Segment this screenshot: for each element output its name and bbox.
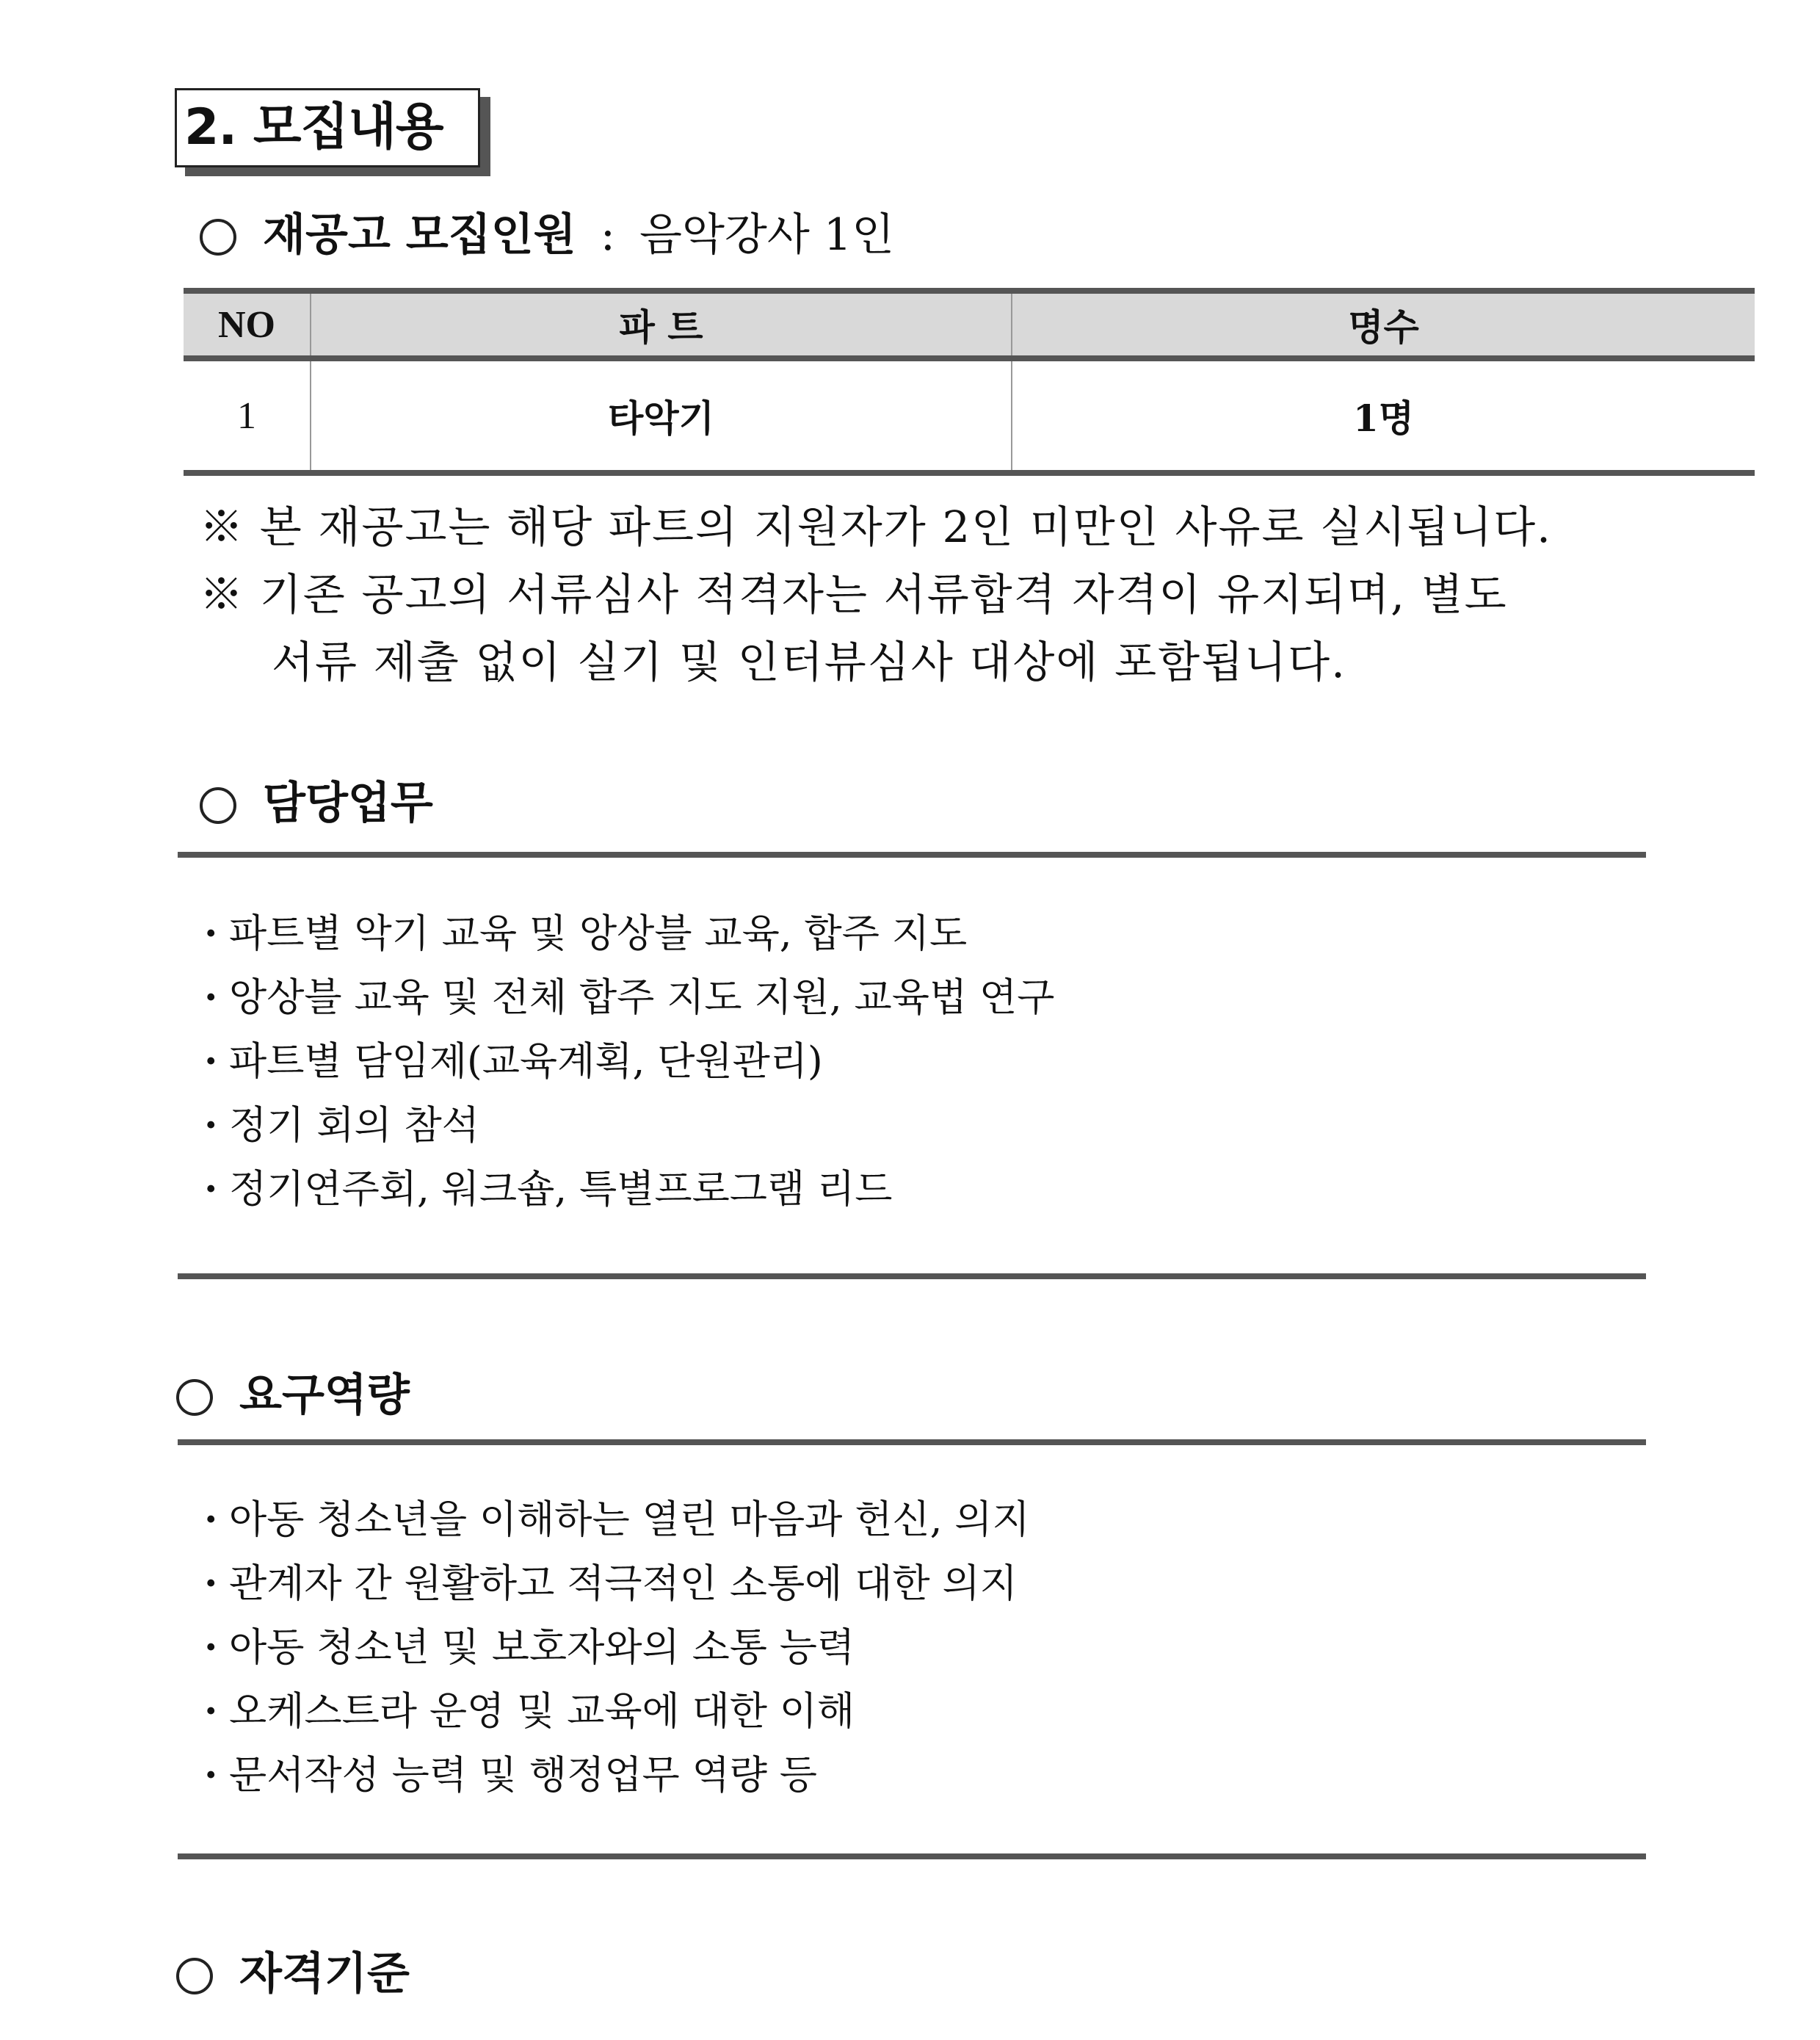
- table-header-count: 명수: [1348, 305, 1419, 349]
- divider: [178, 1273, 1646, 1279]
- section-title-box: [175, 88, 480, 167]
- duties-heading: [200, 775, 433, 831]
- recruit-separator: :: [600, 209, 615, 261]
- list-item: · 정기연주회, 워크숍, 특별프로그램 리드: [204, 1157, 1054, 1221]
- table-header-part: 파 트: [311, 294, 1012, 355]
- list-item: · 아동 청소년을 이해하는 열린 마음과 헌신, 의지: [204, 1488, 1030, 1552]
- competencies-heading-text: 요구역량: [239, 1370, 410, 1421]
- competencies-heading: [176, 1367, 410, 1423]
- duties-list: [204, 902, 1054, 1221]
- table-header-no: NO: [184, 294, 311, 355]
- note-line: ※ 기존 공고의 서류심사 적격자는 서류합격 자격이 유지되며, 별도: [200, 569, 1508, 620]
- table-cell-count: 1명: [1352, 397, 1415, 440]
- circle-bullet-icon: [200, 219, 236, 256]
- list-item: · 아동 청소년 및 보호자와의 소통 능력: [204, 1616, 1030, 1679]
- circle-bullet-icon: [176, 1958, 213, 1994]
- table-row: [184, 361, 1755, 470]
- list-item: · 문서작성 능력 및 행정업무 역량 등: [204, 1743, 1030, 1807]
- note-line: 서류 제출 없이 실기 및 인터뷰심사 대상에 포함됩니다.: [272, 637, 1346, 687]
- recruit-label: 재공고 모집인원: [263, 209, 576, 261]
- divider: [178, 852, 1646, 858]
- recruit-table: [184, 288, 1755, 476]
- list-item: · 정기 회의 참석: [204, 1093, 1054, 1157]
- recruit-heading: [200, 207, 894, 263]
- circle-bullet-icon: [176, 1379, 213, 1416]
- table-top-rule: [184, 288, 1755, 294]
- section-title: 2. 모집내용: [184, 98, 443, 156]
- circle-bullet-icon: [200, 787, 236, 824]
- list-item: · 관계자 간 원활하고 적극적인 소통에 대한 의지: [204, 1552, 1030, 1616]
- divider: [178, 1439, 1646, 1445]
- table-header-row: [184, 294, 1755, 355]
- table-cell-part: 타악기: [311, 361, 1012, 470]
- table-header-rule: [184, 355, 1755, 361]
- list-item: · 오케스트라 운영 및 교육에 대한 이해: [204, 1679, 1030, 1743]
- note-line: ※ 본 재공고는 해당 파트의 지원자가 2인 미만인 사유로 실시됩니다.: [200, 502, 1552, 552]
- duties-heading-text: 담당업무: [263, 778, 433, 829]
- divider: [178, 1853, 1646, 1859]
- recruit-value: 음악강사 1인: [639, 209, 895, 261]
- qualifications-heading-text: 자격기준: [239, 1948, 410, 2000]
- table-bottom-rule: [184, 470, 1755, 476]
- qualifications-heading: [176, 1946, 410, 2002]
- list-item: · 파트별 악기 교육 및 앙상블 교육, 합주 지도: [204, 902, 1054, 966]
- list-item: · 파트별 담임제(교육계획, 단원관리): [204, 1030, 1054, 1093]
- table-cell-no: 1: [184, 361, 311, 470]
- list-item: · 앙상블 교육 및 전체 합주 지도 지원, 교육법 연구: [204, 966, 1054, 1030]
- competencies-list: [204, 1488, 1030, 1807]
